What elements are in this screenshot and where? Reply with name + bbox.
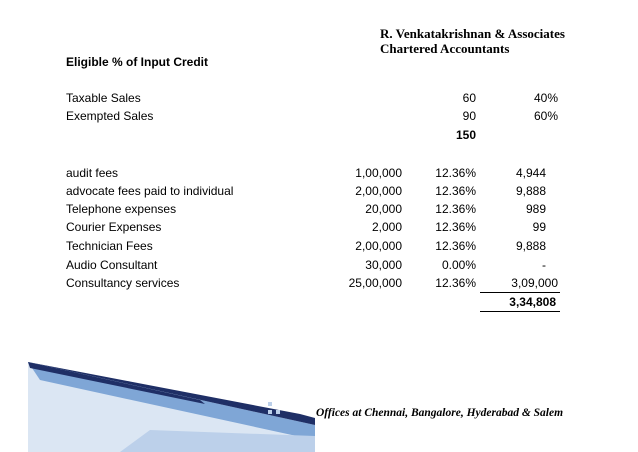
expense-label: Consultancy services — [66, 276, 180, 290]
expense-credit: - — [542, 258, 546, 272]
expense-amount: 20,000 — [365, 202, 402, 216]
expense-label: audit fees — [66, 166, 119, 180]
total-rule-top — [480, 292, 560, 293]
sales-label-exempted: Exempted Sales — [66, 109, 154, 123]
expense-amount: 25,00,000 — [348, 276, 402, 290]
expense-rate: 0.00% — [441, 258, 476, 272]
firm-name: R. Venkatakrishnan & Associates — [380, 26, 565, 41]
expense-amount: 2,00,000 — [355, 239, 402, 253]
footer-offices: Offices at Chennai, Bangalore, Hyderabad & Salem — [316, 407, 564, 419]
sales-percent-exempted: 60% — [533, 109, 558, 123]
expense-label: Courier Expenses — [66, 220, 162, 234]
expense-credit: 4,944 — [515, 166, 546, 180]
expense-rate: 12.36% — [435, 276, 476, 290]
expense-credit: 9,888 — [515, 184, 546, 198]
expense-credit: 989 — [525, 202, 546, 216]
firm-subtitle: Chartered Accountants — [380, 41, 510, 56]
expense-amount: 2,000 — [371, 220, 402, 234]
expense-rate: 12.36% — [435, 239, 476, 253]
expense-credit: 99 — [532, 220, 546, 234]
expense-rate: 12.36% — [435, 220, 476, 234]
sales-value-exempted: 90 — [462, 109, 476, 123]
expenses-total: 3,34,808 — [509, 295, 556, 309]
expense-amount: 1,00,000 — [355, 166, 402, 180]
sales-total: 150 — [455, 128, 476, 142]
total-rule-bottom — [480, 311, 560, 312]
expense-label: advocate fees paid to individual — [66, 184, 234, 198]
sales-label-taxable: Taxable Sales — [66, 91, 141, 105]
expense-label: Technician Fees — [66, 239, 153, 253]
expense-amount: 2,00,000 — [355, 184, 402, 198]
expense-label: Telephone expenses — [66, 202, 177, 216]
expense-credit: 3,09,000 — [511, 276, 558, 290]
expense-credit: 9,888 — [515, 239, 546, 253]
expense-amount: 30,000 — [365, 258, 402, 272]
expense-rate: 12.36% — [435, 184, 476, 198]
sales-percent-taxable: 40% — [533, 91, 558, 105]
page-title: Eligible % of Input Credit — [66, 55, 208, 69]
expense-rate: 12.36% — [435, 202, 476, 216]
expense-rate: 12.36% — [435, 166, 476, 180]
sales-value-taxable: 60 — [462, 91, 476, 105]
expense-label: Audio Consultant — [66, 258, 158, 272]
